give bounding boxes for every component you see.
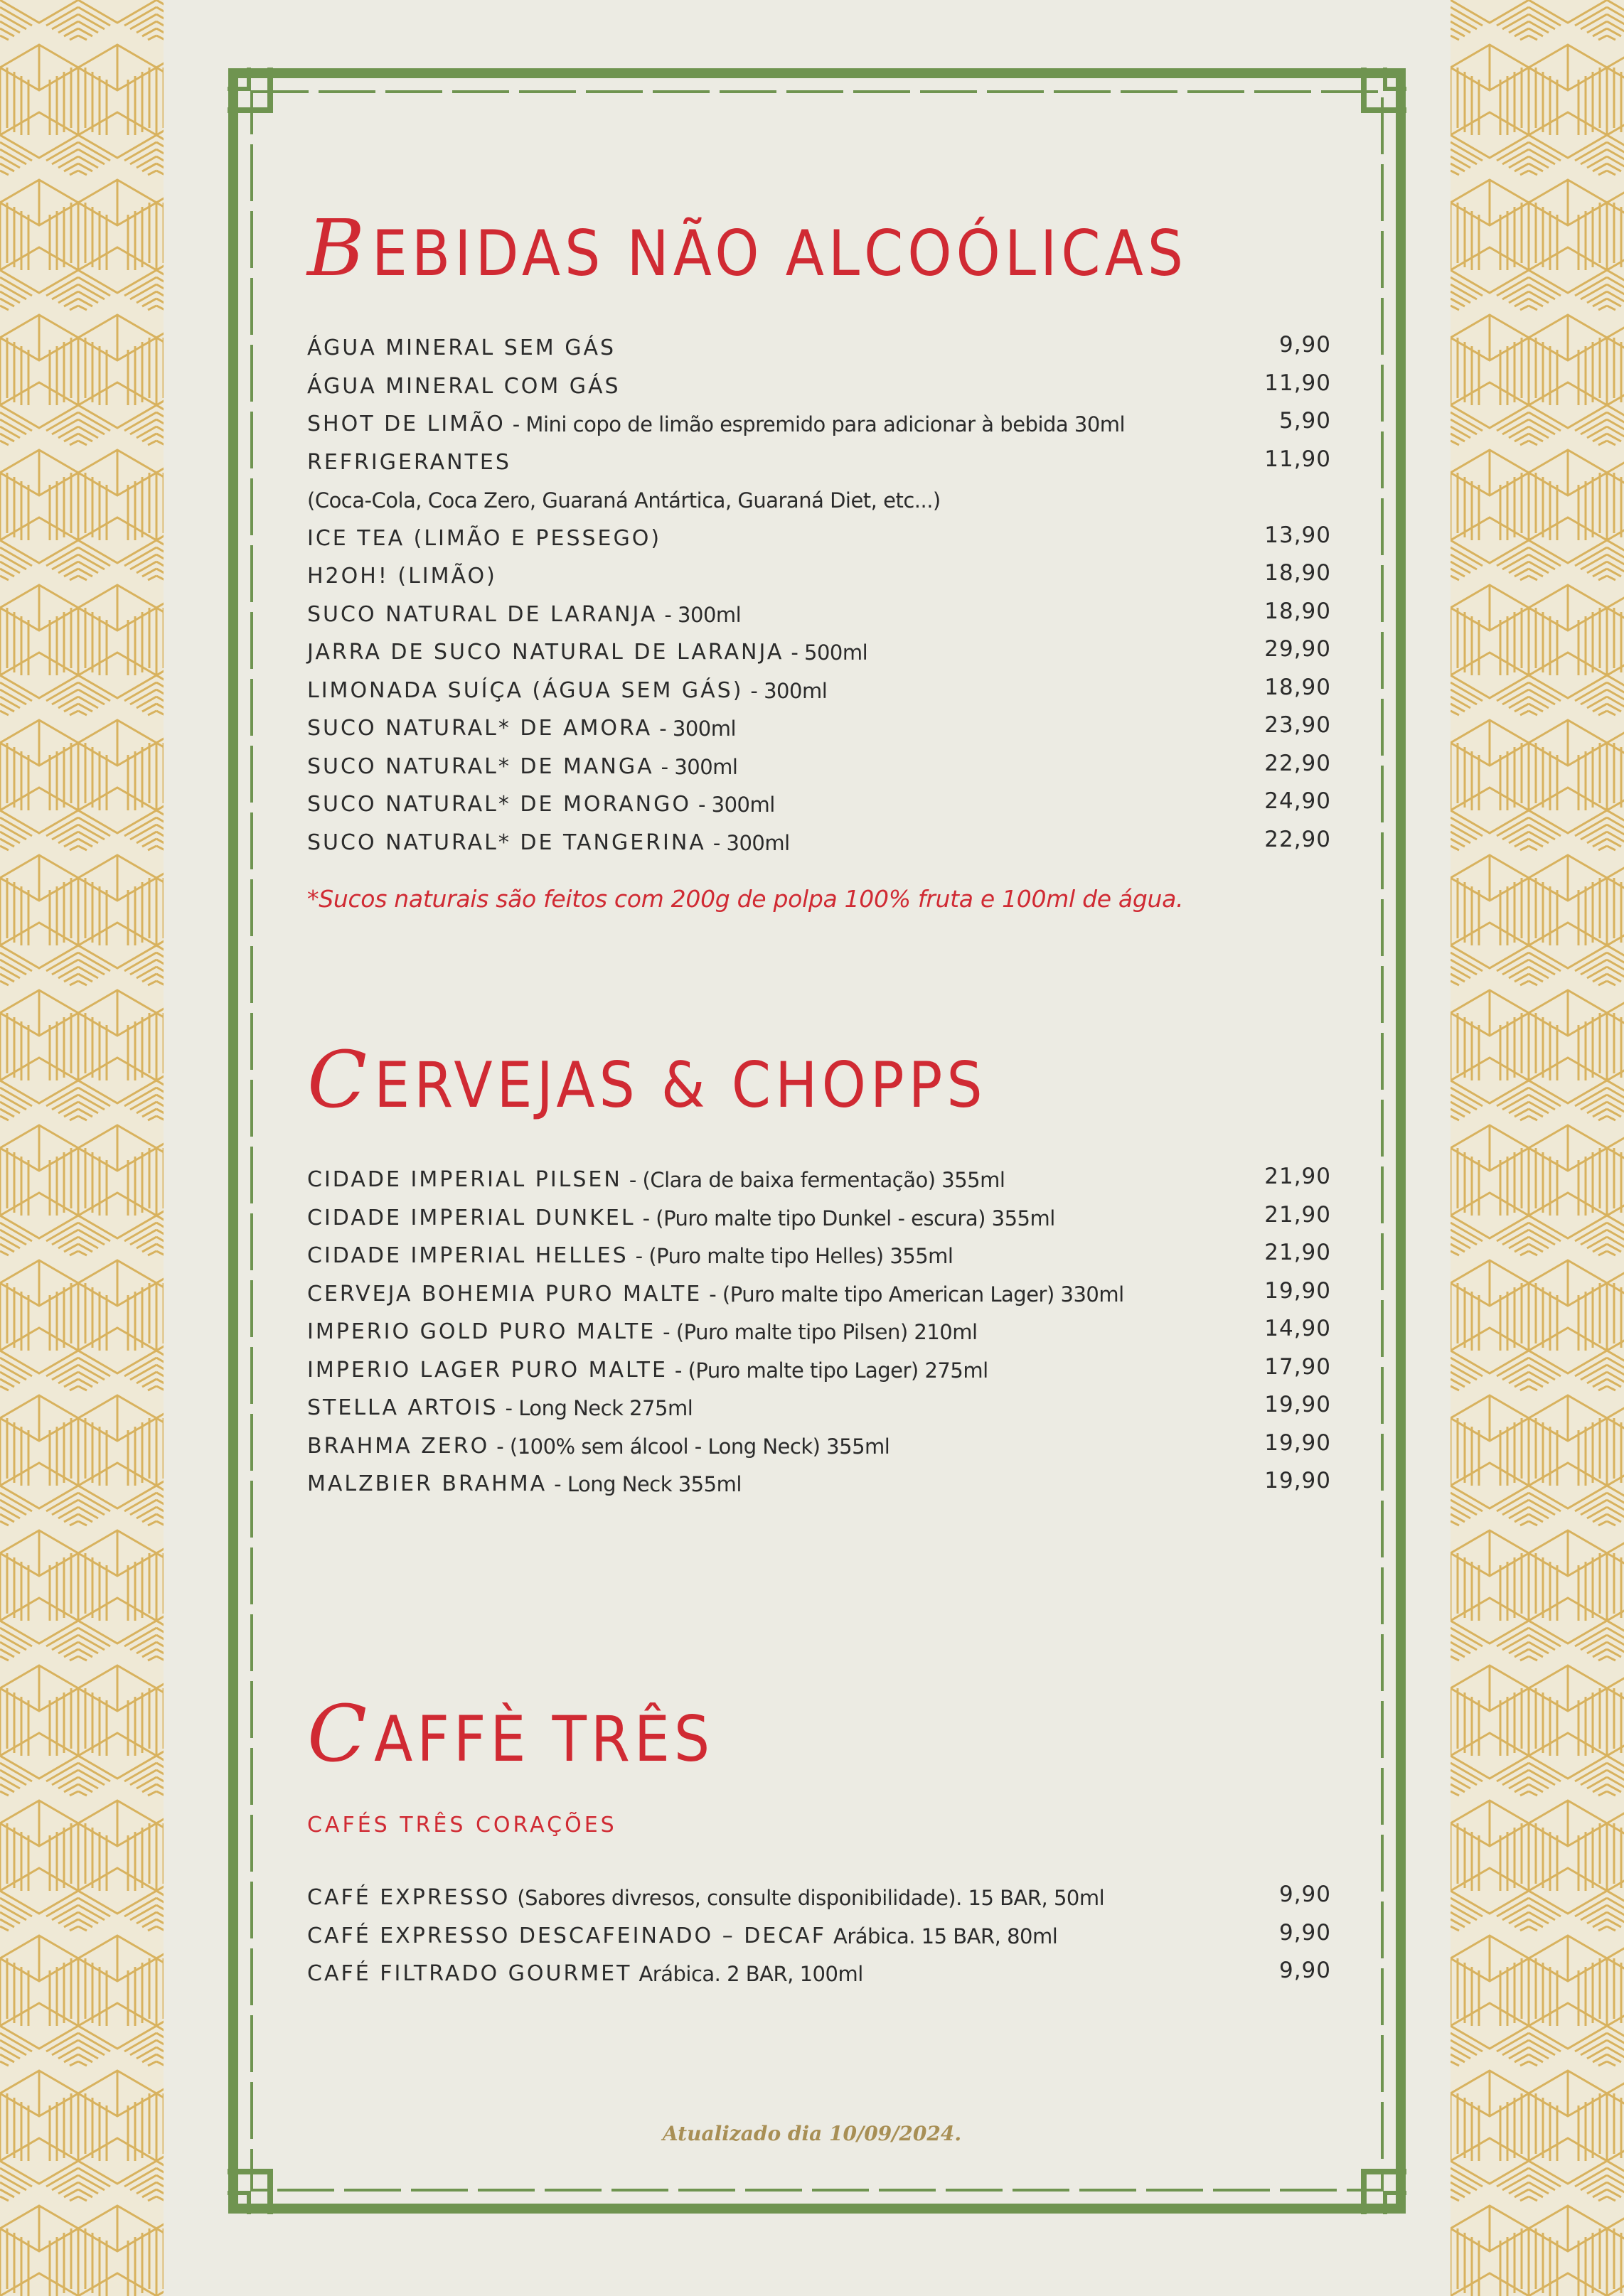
menu-item — [307, 628, 1331, 665]
menu-item — [307, 1155, 1331, 1192]
item-price: 19,90 — [1264, 1429, 1331, 1456]
item-price: 18,90 — [1264, 598, 1331, 624]
item-price: 21,90 — [1264, 1164, 1331, 1189]
item-price: 18,90 — [1264, 560, 1331, 586]
item-name: JARRA DE SUCO NATURAL DE LARANJA — [307, 640, 784, 665]
item-price: 18,90 — [1264, 674, 1331, 700]
item-name: CAFÉ FILTRADO GOURMET — [307, 1961, 632, 1986]
footnote: *Sucos naturais são feitos com 200g de polpa 100% fruta e 100ml de água. — [307, 885, 1184, 913]
item-price: 23,90 — [1264, 712, 1331, 738]
menu-item — [307, 438, 1331, 475]
menu-item — [307, 1873, 1331, 1910]
item-name: REFRIGERANTES — [307, 449, 511, 475]
menu-item — [307, 1459, 1331, 1496]
menu-item — [307, 1949, 1331, 1986]
item-price: 13,90 — [1264, 522, 1331, 548]
item-name: SUCO NATURAL* DE TANGERINA — [307, 830, 706, 855]
item-description: - (Puro malte tipo Helles) 355ml — [635, 1244, 953, 1268]
menu-item — [307, 476, 1331, 513]
item-price: 19,90 — [1264, 1468, 1331, 1493]
item-price: 9,90 — [1278, 1882, 1331, 1907]
section-subtitle: CAFÉS TRÊS CORAÇÕES — [307, 1813, 617, 1838]
menu-item — [307, 362, 1331, 399]
item-price: 9,90 — [1278, 332, 1331, 358]
item-name: CERVEJA BOHEMIA PURO MALTE — [307, 1281, 703, 1307]
item-description: - 300ml — [750, 678, 828, 703]
item-description: - Mini copo de limão espremido para adicionar à bebida 30ml — [512, 412, 1126, 436]
item-name: SUCO NATURAL* DE MORANGO — [307, 792, 691, 817]
section-title: CAFFÈ TRÊS — [307, 1688, 715, 1779]
menu-item — [307, 323, 1331, 360]
item-description: - (Clara de baixa fermentação) 355ml — [629, 1168, 1005, 1192]
item-name: ICE TEA (LIMÃO E PESSEGO) — [307, 525, 662, 551]
item-description: Arábica. 2 BAR, 100ml — [639, 1962, 863, 1986]
item-price: 19,90 — [1264, 1277, 1331, 1304]
menu-item — [307, 704, 1331, 741]
item-price: 21,90 — [1264, 1201, 1331, 1228]
item-description: - (Puro malte tipo Lager) 275ml — [674, 1358, 988, 1383]
menu-item — [307, 1346, 1331, 1383]
item-name: SUCO NATURAL* DE MANGA — [307, 753, 654, 779]
menu-item — [307, 742, 1331, 779]
menu-item — [307, 780, 1331, 817]
item-price: 22,90 — [1264, 826, 1331, 852]
item-name: CAFÉ EXPRESSO — [307, 1885, 511, 1910]
item-price: 17,90 — [1264, 1353, 1331, 1380]
item-price: 11,90 — [1264, 446, 1331, 472]
item-description: - (100% sem álcool - Long Neck) 355ml — [496, 1434, 890, 1459]
updated-date: Atualizado dia 10/09/2024. — [662, 2122, 962, 2145]
item-description: - Long Neck 275ml — [505, 1396, 693, 1420]
item-price: 21,90 — [1264, 1240, 1331, 1265]
item-price: 24,90 — [1264, 788, 1331, 814]
item-name: H2OH! (LIMÃO) — [307, 564, 497, 589]
item-description: - 300ml — [698, 793, 775, 817]
menu-item — [307, 399, 1331, 436]
section-title: BEBIDAS NÃO ALCOÓLICAS — [307, 203, 1187, 294]
item-name: CAFÉ EXPRESSO DESCAFEINADO – DECAF — [307, 1923, 827, 1948]
item-name: ÁGUA MINERAL COM GÁS — [307, 373, 621, 399]
item-name: BRAHMA ZERO — [307, 1433, 490, 1459]
item-name: IMPERIO GOLD PURO MALTE — [307, 1319, 656, 1344]
item-price: 5,90 — [1278, 408, 1331, 434]
menu-item — [307, 1193, 1331, 1230]
item-name: CIDADE IMPERIAL DUNKEL — [307, 1205, 636, 1230]
item-description: - 300ml — [712, 830, 790, 855]
item-name: IMPERIO LAGER PURO MALTE — [307, 1357, 668, 1383]
item-description: - (Puro malte tipo Dunkel - escura) 355ml — [642, 1206, 1055, 1230]
menu-item — [307, 1422, 1331, 1459]
item-name: ÁGUA MINERAL SEM GÁS — [307, 336, 616, 360]
item-name: SUCO NATURAL DE LARANJA — [307, 601, 658, 627]
menu-item — [307, 552, 1331, 589]
item-price: 9,90 — [1278, 1919, 1331, 1946]
item-name: CIDADE IMPERIAL HELLES — [307, 1243, 629, 1268]
item-description: (Sabores divresos, consulte disponibilidade). 15 BAR, 50ml — [517, 1886, 1105, 1910]
item-name: MALZBIER BRAHMA — [307, 1471, 547, 1496]
item-name: SUCO NATURAL* DE AMORA — [307, 716, 653, 741]
item-description: - 300ml — [661, 754, 738, 779]
item-description: (Coca-Cola, Coca Zero, Guaraná Antártica, Guaraná Diet, etc...) — [307, 488, 941, 513]
item-description: - Long Neck 355ml — [554, 1472, 742, 1496]
menu-item — [307, 590, 1331, 627]
item-description: - (Puro malte tipo American Lager) 330ml — [709, 1282, 1124, 1307]
item-description: Arábica. 15 BAR, 80ml — [833, 1924, 1058, 1948]
menu-item — [307, 1307, 1331, 1344]
item-price: 29,90 — [1264, 636, 1331, 662]
item-description: - 500ml — [791, 640, 868, 665]
item-name: STELLA ARTOIS — [307, 1395, 498, 1420]
menu-item — [307, 1383, 1331, 1420]
item-price: 22,90 — [1264, 750, 1331, 776]
menu-item — [307, 514, 1331, 551]
menu-item — [307, 1270, 1331, 1307]
item-description: - 300ml — [664, 602, 742, 627]
item-name: SHOT DE LIMÃO — [307, 412, 506, 436]
item-description: - 300ml — [659, 717, 737, 741]
item-price: 9,90 — [1278, 1958, 1331, 1983]
item-price: 19,90 — [1264, 1392, 1331, 1417]
item-name: LIMONADA SUÍÇA (ÁGUA SEM GÁS) — [307, 677, 744, 703]
item-price: 11,90 — [1264, 370, 1331, 396]
section-title: CERVEJAS & CHOPPS — [307, 1034, 987, 1125]
item-description: - (Puro malte tipo Pilsen) 210ml — [663, 1320, 978, 1344]
left-geometric-pattern — [0, 0, 164, 2296]
menu-item — [307, 818, 1331, 855]
item-name: CIDADE IMPERIAL PILSEN — [307, 1167, 622, 1192]
menu-item — [307, 1911, 1331, 1948]
menu-item — [307, 1231, 1331, 1268]
right-geometric-pattern — [1451, 0, 1624, 2296]
menu-item — [307, 666, 1331, 703]
item-price: 14,90 — [1264, 1316, 1331, 1341]
